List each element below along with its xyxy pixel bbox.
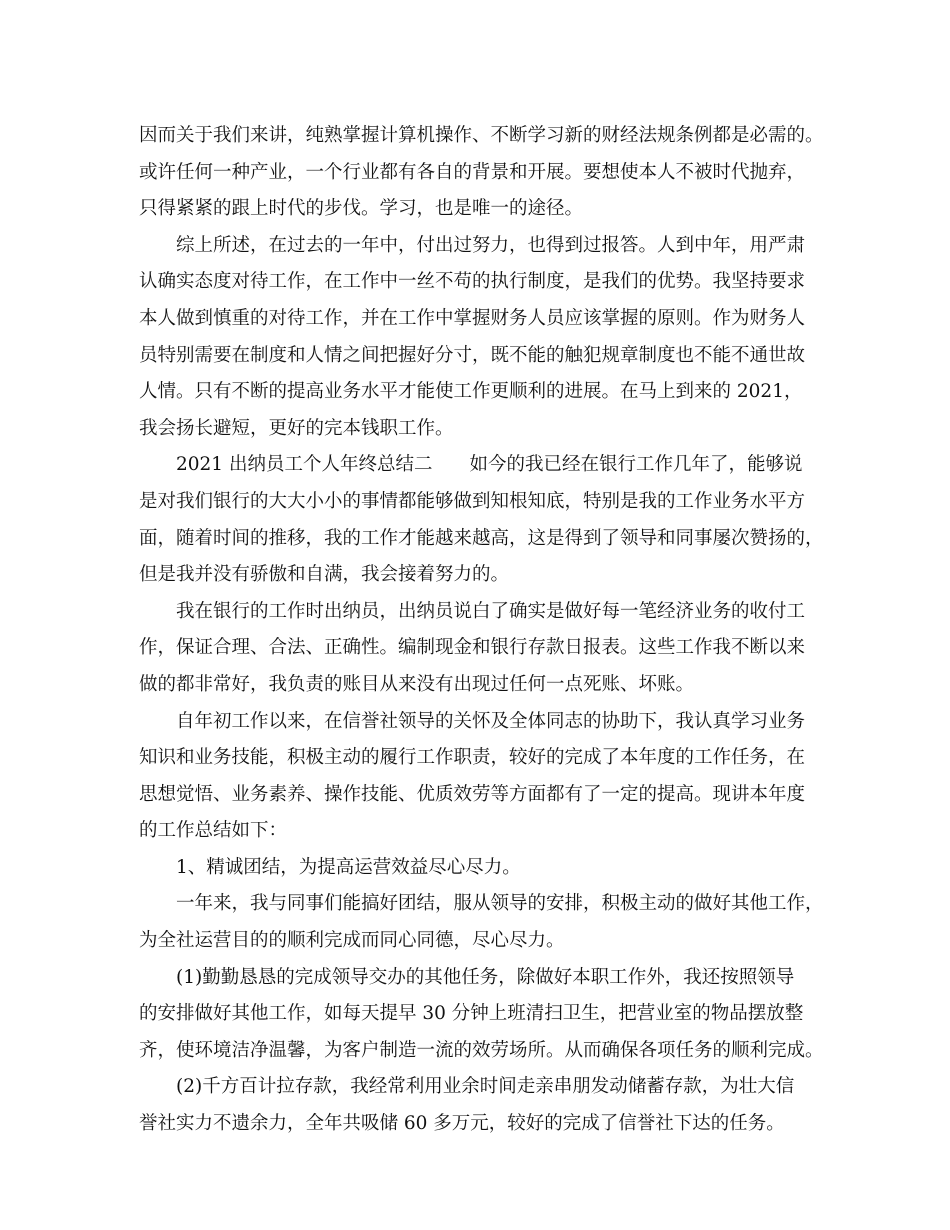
text-line: 齐，使环境洁净温馨，为客户制造一流的效劳场所。从而确保各项任务的顺利完成。 [139,1039,824,1061]
text-line: 思想觉悟、业务素养、操作技能、优质效劳等方面都有了一定的提高。现讲本年度 [139,783,806,805]
text-line: 或许任何一种产业，一个行业都有各自的背景和开展。要想使本人不被时代抛弃， [139,161,806,183]
text-line: 作，保证合理、合法、正确性。编制现金和银行存款日报表。这些工作我不断以来 [139,637,806,659]
text-line: 知识和业务技能，积极主动的履行工作职责，较好的完成了本年度的工作任务，在 [139,747,806,769]
text-line: 人情。只有不断的提高业务水平才能使工作更顺利的进展。在马上到来的 2021， [139,381,803,403]
text-line: 是对我们银行的大大小小的事情都能够做到知根知底，特别是我的工作业务水平方 [139,490,806,512]
text-line: 2021 出纳员工个人年终总结二 如今的我已经在银行工作几年了，能够说 [176,454,803,476]
text-line: 面，随着时间的推移，我的工作才能越来越高，这是得到了领导和同事屡次赞扬的， [139,527,824,549]
text-line: 的工作总结如下： [139,820,288,842]
text-line: 但是我并没有骄傲和自满，我会接着努力的。 [139,564,510,586]
text-line: (2)千方百计拉存款，我经常利用业余时间走亲串朋发动储蓄存款，为壮大信 [176,1076,795,1098]
text-line: 认确实态度对待工作，在工作中一丝不苟的执行制度，是我们的优势。我坚持要求 [139,271,806,293]
text-line: 我在银行的工作时出纳员，出纳员说白了确实是做好每一笔经济业务的收付工 [176,600,806,622]
text-line: 誉社实力不遗余力，全年共吸储 60 多万元，较好的完成了信誉社下达的任务。 [139,1113,785,1135]
text-line: (1)勤勤恳恳的完成领导交办的其他任务，除做好本职工作外，我还按照领导 [176,966,795,988]
document-body [139,118,824,1143]
text-line: 因而关于我们来讲，纯熟掌握计算机操作、不断学习新的财经法规条例都是必需的。 [139,125,824,146]
text-line: 1、精诚团结，为提高运营效益尽心尽力。 [176,856,521,878]
text-line: 员特别需要在制度和人情之间把握好分寸，既不能的触犯规章制度也不能不通世故 [139,344,806,366]
text-line: 我会扬长避短，更好的完本钱职工作。 [139,417,454,439]
text-line: 做的都非常好，我负责的账目从来没有出现过任何一点死账、坏账。 [139,673,695,695]
text-line: 综上所述，在过去的一年中，付出过努力，也得到过报答。人到中年，用严肃 [176,234,806,256]
text-line: 只得紧紧的跟上时代的步伐。学习，也是唯一的途径。 [139,198,584,220]
text-line: 为全社运营目的的顺利完成而同心同德，尽心尽力。 [139,930,565,952]
text-line: 自年初工作以来，在信誉社领导的关怀及全体同志的协助下，我认真学习业务 [176,710,806,732]
text-line: 本人做到慎重的对待工作，并在工作中掌握财务人员应该掌握的原则。作为财务人 [139,307,806,329]
text-line: 的安排做好其他工作，如每天提早 30 分钟上班清扫卫生，把营业室的物品摆放整 [139,1003,804,1025]
text-line: 一年来，我与同事们能搞好团结，服从领导的安排，积极主动的做好其他工作， [176,893,824,915]
